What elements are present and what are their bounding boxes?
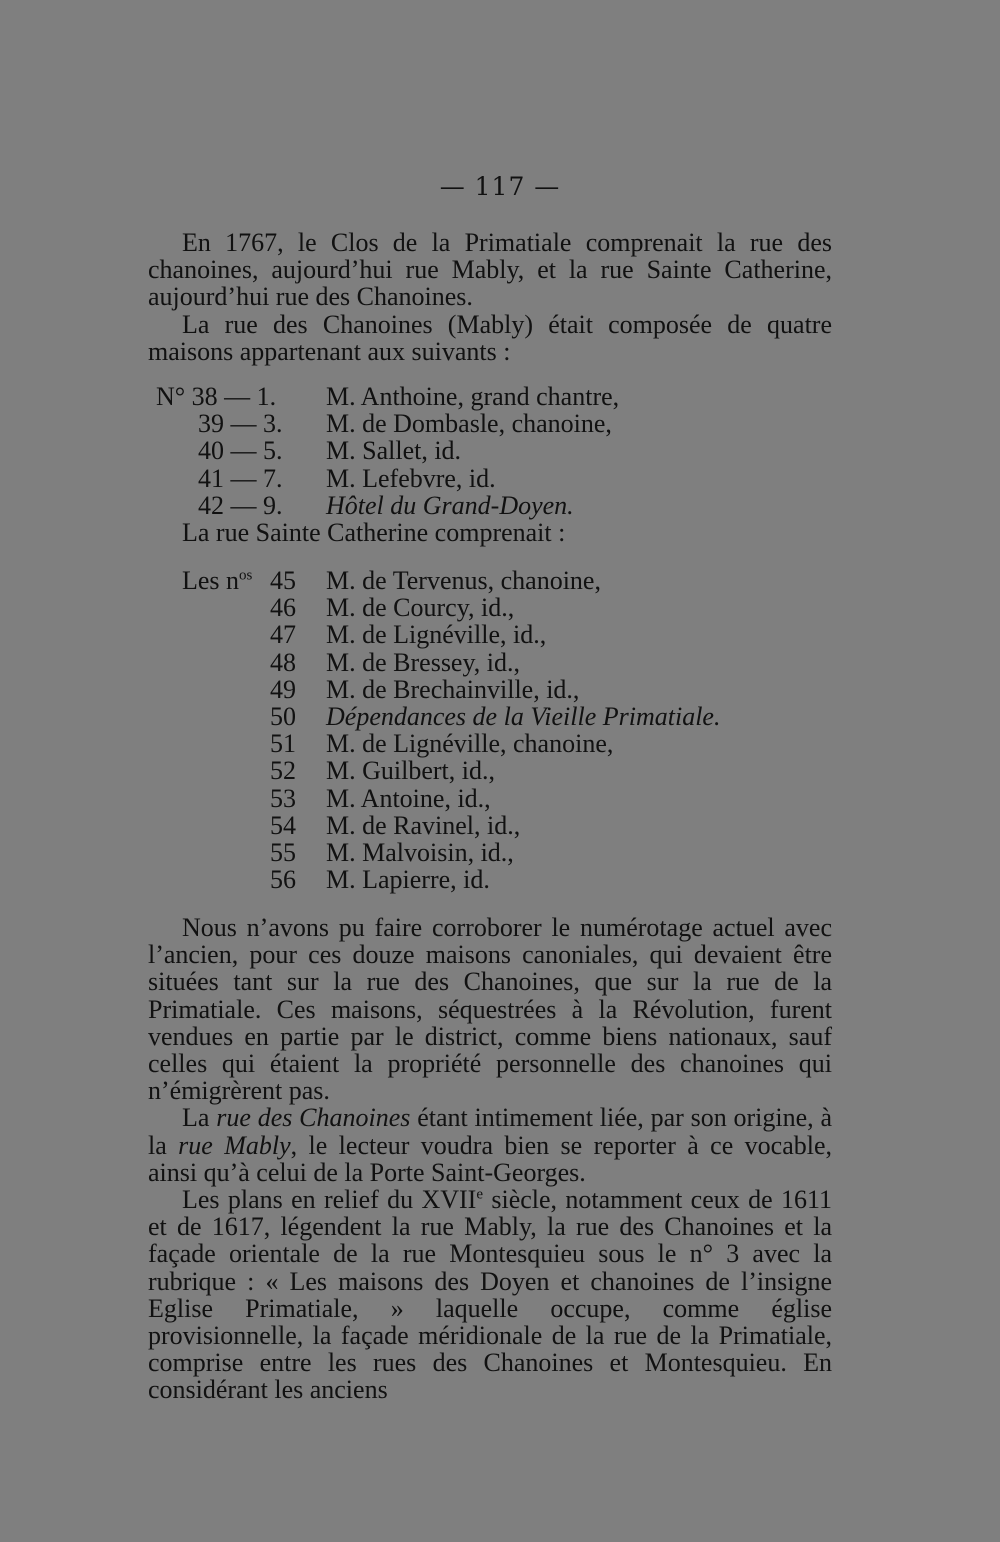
page-number: — 117 — [439, 172, 561, 201]
owner-name: M. de Tervenus, chanoine, [326, 566, 601, 595]
owner-name: M. Anthoine, grand chantre, [326, 382, 620, 411]
text-run: étant intimement liée, par son origine, à la [148, 1103, 833, 1160]
list-item [148, 465, 832, 492]
paragraph-5 [148, 1186, 832, 1404]
owner-name: M. de Ravinel, id., [326, 810, 521, 840]
list-item [148, 730, 832, 757]
list-item [148, 649, 832, 676]
italic-run: rue Mably [178, 1130, 291, 1160]
list-item [148, 410, 832, 437]
list-item [148, 839, 832, 866]
house-number: 49 [270, 674, 296, 704]
house-number: 51 [270, 729, 296, 759]
house-number: 40 — 5. [198, 436, 283, 466]
owner-name: M. Sallet, id. [326, 436, 462, 466]
house-number: 39 — 3. [198, 409, 283, 439]
list-item [148, 757, 832, 784]
owner-name: M. de Dombasle, chanoine, [326, 409, 612, 439]
list-item [148, 703, 832, 730]
owner-name: M. de Courcy, id., [326, 593, 515, 623]
list-intro: La rue Sainte Catherine comprenait : [182, 517, 566, 547]
text-run: La [182, 1103, 217, 1133]
owner-name: M. Antoine, id., [326, 783, 491, 813]
owner-name: M. de Lignéville, chanoine, [326, 729, 614, 759]
house-number: 45 [270, 566, 296, 595]
owner-name: Hôtel du Grand-Doyen. [326, 490, 574, 520]
prefix-sup: os [239, 567, 253, 584]
owner-name: Dépendances de la Vieille Primatiale. [326, 701, 721, 731]
house-number: 54 [270, 810, 296, 840]
owner-name: M. Lapierre, id. [326, 865, 490, 895]
paragraph-1: En 1767, le Clos de la Primatiale comprenait la rue des chanoines, aujourd’hui rue Mably, et la rue Sainte Catherine, aujourd’hui rue des Chanoines. [148, 228, 832, 312]
list-rue-des-chanoines [148, 383, 832, 546]
list-rue-sainte-catherine [148, 567, 832, 893]
house-number: 41 — 7. [198, 463, 283, 493]
list-item [148, 812, 832, 839]
list-item [148, 866, 832, 893]
house-number: 55 [270, 837, 296, 867]
italic-run: rue des Chanoines [216, 1103, 411, 1133]
intro-text [148, 229, 832, 365]
list-intro-row [148, 519, 832, 546]
house-number: 42 — 9. [198, 490, 283, 520]
house-number: 46 [270, 593, 296, 623]
text-run: siècle, notamment ceux de 1611 et de 1617, légendent la rue Mably, la rue des Chanoines et la façade orientale de la rue Montesquieu sous le n° 3 avec la rubrique : « Les maisons des Doyen et chanoines de l’insigne Eglise Primatiale, » laquelle occupe, comme église provisionnelle, la façade méridionale de la rue de la Primatiale, comprise entre les rues des Chanoines et Montesquieu. En considérant les anciens [148, 1185, 832, 1405]
list-item [148, 492, 832, 519]
owner-name: M. Guilbert, id., [326, 756, 495, 786]
list-item [148, 676, 832, 703]
owner-name: M. Lefebvre, id. [326, 463, 496, 493]
house-number: 47 [270, 620, 296, 650]
paragraph-4 [148, 1104, 832, 1186]
house-number: N° 38 — 1. [156, 382, 277, 411]
house-number: 53 [270, 783, 296, 813]
list-item [148, 437, 832, 464]
house-number: 50 [270, 701, 296, 731]
body-text [148, 914, 832, 1404]
text-run: , le lecteur voudra bien se reporter à ce vocable, ainsi qu’à celui de la Porte Saint-Georges. [148, 1130, 832, 1187]
list-item [148, 785, 832, 812]
list-item [148, 621, 832, 648]
prefix-text: Les n [182, 566, 240, 595]
paragraph-3: Nous n’avons pu faire corroborer le numérotage actuel avec l’ancien, pour ces douze maisons canoniales, qui devaient être situées tant sur la rue des Chanoines, que sur la rue de la Primatiale. Ces maisons, séquestrées à la Révolution, furent vendues en partie par le district, comme biens nationaux, sauf celles qui étaient la propriété personnelle des chanoines qui n’émigrèrent pas. [148, 913, 832, 1106]
list-item [148, 567, 832, 594]
paragraph-2: La rue des Chanoines (Mably) était composée de quatre maisons appartenant aux suivants : [148, 309, 832, 366]
superscript: e [476, 1186, 484, 1203]
text-run: Les plans en relief du XVII [182, 1185, 477, 1215]
owner-name: M. Malvoisin, id., [326, 837, 514, 867]
list-item [148, 594, 832, 621]
owner-name: M. de Lignéville, id., [326, 620, 547, 650]
owner-name: M. de Brechainville, id., [326, 674, 580, 704]
list-item [148, 383, 832, 410]
owner-name: M. de Bressey, id., [326, 647, 521, 677]
house-number: 48 [270, 647, 296, 677]
house-number: 52 [270, 756, 296, 786]
house-number: 56 [270, 865, 296, 895]
list-prefix [182, 567, 252, 594]
